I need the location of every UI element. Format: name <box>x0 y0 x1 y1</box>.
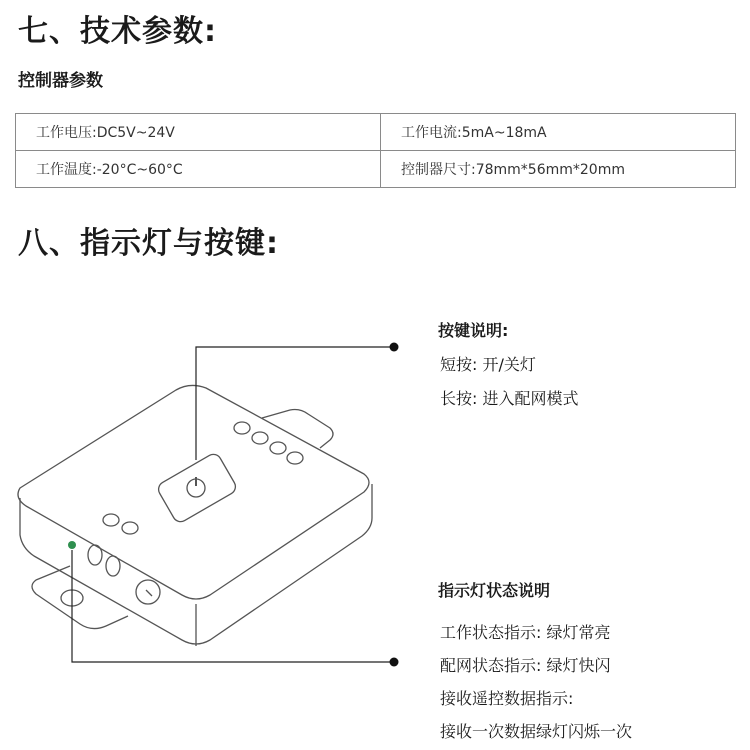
controller-device-illustration <box>0 280 750 750</box>
indicator-line: 工作状态指示: 绿灯常亮 <box>440 623 611 642</box>
section-7-title: 七、技术参数: <box>18 14 217 49</box>
indicator-line: 配网状态指示: 绿灯快闪 <box>440 656 611 675</box>
section-8-title: 八、指示灯与按键: <box>18 226 279 261</box>
table-cell <box>16 114 381 151</box>
button-leader-line <box>196 347 394 460</box>
long-press-text: 长按: 进入配网模式 <box>440 389 579 408</box>
right-mount-tab <box>262 410 333 449</box>
button-info-title: 按键说明: <box>438 321 509 340</box>
indicator-line: 接收一次数据绿灯闪烁一次 <box>440 722 633 741</box>
cell-value: 5mA~18mA <box>461 125 547 141</box>
table-cell <box>16 151 381 188</box>
cell-label: 工作电流: <box>401 125 462 141</box>
cell-label: 控制器尺寸: <box>401 162 476 178</box>
spec-table <box>15 113 736 188</box>
short-press-text: 短按: 开/关灯 <box>440 355 536 374</box>
indicator-line: 接收遥控数据指示: <box>440 689 574 708</box>
cell-value: -20°C~60°C <box>96 162 183 178</box>
power-button <box>156 451 239 524</box>
table-row <box>16 151 736 188</box>
table-cell <box>381 114 736 151</box>
controller-params-title: 控制器参数 <box>18 71 103 91</box>
indicator-info-title: 指示灯状态说明 <box>438 581 551 600</box>
table-row <box>16 114 736 151</box>
indicator-led <box>68 541 76 549</box>
cell-label: 工作温度: <box>36 162 97 178</box>
cell-label: 工作电压: <box>36 125 97 141</box>
cell-value: DC5V~24V <box>96 125 175 141</box>
cell-value: 78mm*56mm*20mm <box>475 162 625 178</box>
table-cell <box>381 151 736 188</box>
